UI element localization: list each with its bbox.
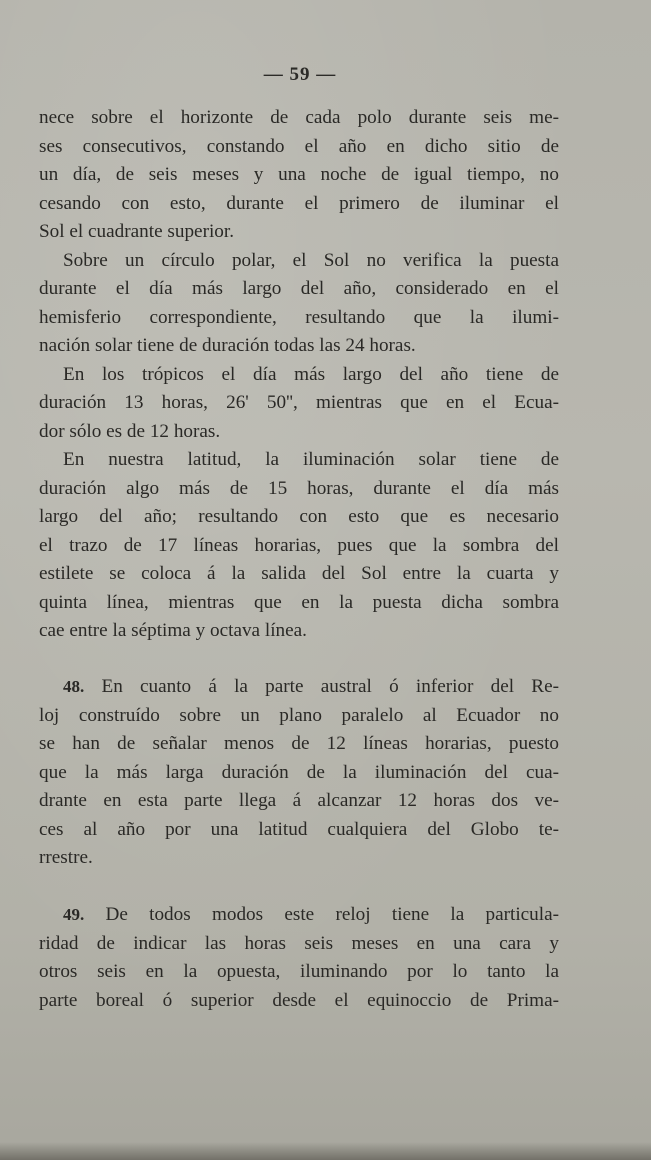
section-49 [39,901,559,1015]
text-line: En los trópicos el día más largo del año tiene de [63,363,559,385]
section-number: 49. [63,905,85,924]
text-line: dor sólo es de 12 horas. [39,420,221,442]
text-line: duración algo más de 15 horas, durante el día más [39,477,559,499]
text-line: nece sobre el horizonte de cada polo durante seis me- [39,107,559,128]
text-line: loj construído sobre un plano paralelo al Ecuador no [39,704,559,726]
text-line: cesando con esto, durante el primero de iluminar el [39,192,559,214]
text-line: estilete se coloca á la salida del Sol entre la cuarta y [39,563,559,584]
text-line: ces al año por una latitud cualquiera del Globo te- [39,818,559,840]
text-line [39,901,559,930]
text-line: hemisferio correspondiente, resultando que la ilumi- [39,306,559,328]
text-line: duración 13 horas, 26' 50'', mientras que en el Ecua- [39,392,559,413]
page-number: — 59 — [263,64,337,85]
text-line [39,673,559,702]
section-text: En cuanto á la parte austral ó inferior del Re- [101,676,559,697]
text-line: rrestre. [39,847,93,868]
paragraphs-block [39,104,559,646]
text-line: parte boreal ó superior desde el equinoccio de Prima- [39,989,559,1011]
text-line: durante el día más largo del año, considerado en el [39,278,559,299]
text-line: se han de señalar menos de 12 líneas horarias, puesto [39,733,559,754]
text-line: quinta línea, mientras que en la puesta dicha sombra [39,591,559,613]
text-line: ses consecutivos, constando el año en dicho sitio de [39,135,559,157]
text-line: En nuestra latitud, la iluminación solar tiene de [63,449,559,470]
text-line: cae entre la séptima y octava línea. [39,620,307,641]
section-48 [39,673,559,873]
text-line: nación solar tiene de duración todas las 24 horas. [39,335,416,356]
section-text: De todos modos este reloj tiene la particula- [105,904,559,925]
text-line: ridad de indicar las horas seis meses en una cara y [39,932,559,954]
text-line: otros seis en la opuesta, iluminando por lo tanto la [39,961,559,982]
section-number: 48. [63,677,85,696]
text-line: drante en esta parte llega á alcanzar 12 horas dos ve- [39,790,559,811]
text-line: un día, de seis meses y una noche de igual tiempo, no [39,164,559,185]
text-line: el trazo de 17 líneas horarias, pues que la sombra del [39,534,559,556]
text-line: Sobre un círculo polar, el Sol no verifica la puesta [63,249,559,271]
text-line: largo del año; resultando con esto que es necesario [39,506,559,527]
text-line: Sol el cuadrante superior. [39,221,235,242]
text-line: que la más larga duración de la iluminación del cua- [39,761,559,783]
